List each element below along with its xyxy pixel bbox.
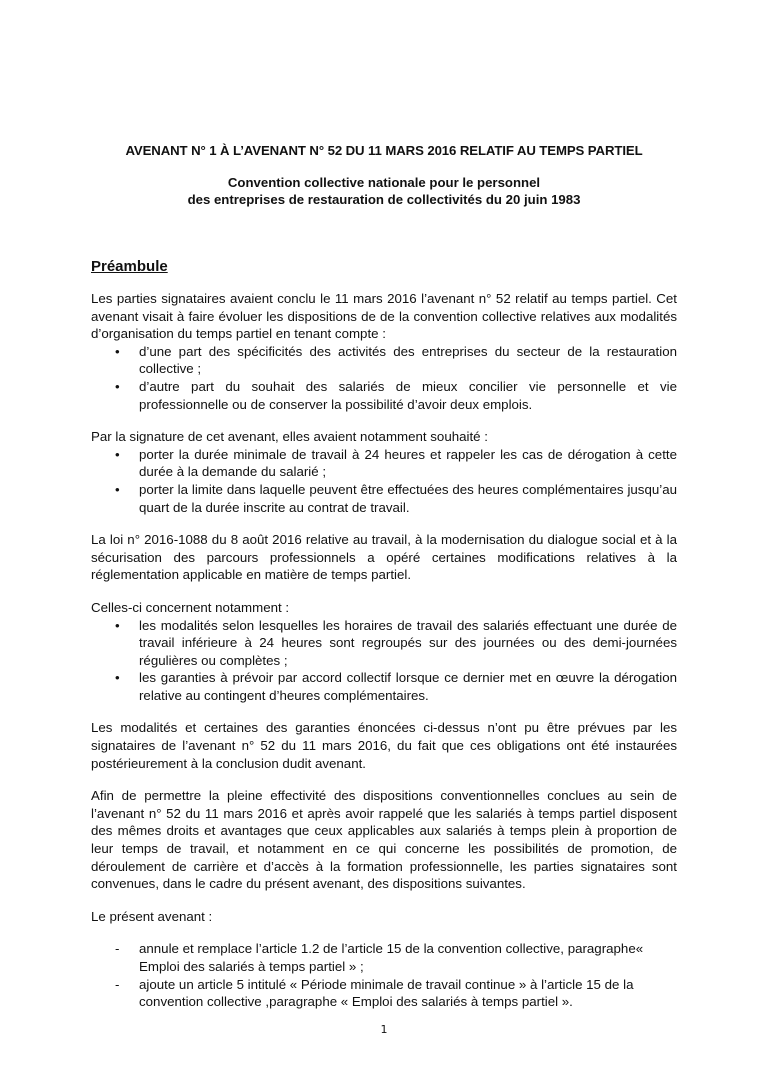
subtitle-line-2: des entreprises de restauration de collectivités du 20 juin 1983 [187, 192, 581, 207]
bullet-list-2 [91, 446, 677, 516]
paragraph-4: Celles-ci concernent notamment : [91, 599, 290, 615]
dash-icon: - [115, 941, 120, 957]
subtitle-line-1: Convention collective nationale pour le personnel [227, 175, 541, 190]
paragraph-2: Par la signature de cet avenant, elles avaient notamment souhaité : [91, 429, 488, 445]
paragraph-7: Le présent avenant : [91, 908, 213, 924]
list-item: - annule et remplace l’article 1.2 de l’article 15 de la convention collective, paragraphe« Emploi des salariés à temps partiel » ; [115, 941, 644, 974]
list-item: • porter la durée minimale de travail à 24 heures et rappeler les cas de dérogation à cette durée à la demande du salarié ; [115, 446, 677, 480]
bullet-icon: • [115, 481, 120, 497]
document-title: AVENANT N° 1 À L’AVENANT N° 52 DU 11 MARS 2016 RELATIF AU TEMPS PARTIEL [125, 143, 643, 158]
page-number: 1 [380, 1023, 388, 1036]
section-heading: Préambule [91, 258, 168, 275]
list-item: • d’une part des spécificités des activités des entreprises du secteur de la restauration collective ; [115, 343, 677, 377]
list-item: • d’autre part du souhait des salariés de mieux concilier vie personnelle et vie professionnelle ou de conserver la possibilité d’avoir deux emplois. [115, 378, 677, 412]
dash-icon: - [115, 976, 120, 992]
list-item: • porter la limite dans laquelle peuvent être effectuées des heures complémentaires jusqu’au quart de la durée inscrite au contrat de travail. [115, 481, 677, 515]
bullet-icon: • [115, 617, 120, 633]
paragraph-6: Afin de permettre la pleine effectivité des dispositions conventionnelles conclues au sein de l’avenant n° 52 du 11 mars 2016 et après avoir rappelé que les salariés à temps partiel disposent des mêmes droits et avantages que ceux applicables aux salariés à temps plein à proportion de leur temps de travail, et notamment en ce qui concerne les possibilités de promotion, de déroulement de carrière et d’accès à la formation professionnelle, les parties signataires sont convenues, dans le cadre du présent avenant, des dispositions suivantes. [91, 788, 677, 892]
list-item: - ajoute un article 5 intitulé « Période minimale de travail continue » à l’article 15 de la convention collective ,paragraphe « Emploi des salariés à temps partiel ». [115, 976, 634, 1010]
bullet-icon: • [115, 378, 120, 394]
document-body [91, 290, 677, 1011]
paragraph-5: Les modalités et certaines des garanties énoncées ci-dessus n’ont pu être prévues par les signataires de l’avenant n° 52 du 11 mars 2016, du fait que ces obligations ont été instaurées postérieurement à la conclusion dudit avenant. [91, 720, 677, 771]
bullet-list-3 [91, 617, 677, 705]
dash-list [91, 940, 677, 1010]
paragraph-1: Les parties signataires avaient conclu le 11 mars 2016 l’avenant n° 52 relatif au temps partiel. Cet avenant visait à faire évoluer les dispositions de de la convention collective relatives aux modalités d’organisation du temps partiel en tenant compte : [91, 291, 677, 342]
document-subtitle [91, 174, 677, 208]
list-item: • les modalités selon lesquelles les horaires de travail des salariés effectuant une durée de travail inférieure à 24 heures sont regroupés sur des journées ou des demi-journées régulières ou complètes ; [115, 617, 677, 668]
list-item: • les garanties à prévoir par accord collectif lorsque ce dernier met en œuvre la dérogation relative au contingent d’heures complémentaires. [115, 670, 677, 703]
paragraph-3: La loi n° 2016-1088 du 8 août 2016 relative au travail, à la modernisation du dialogue social et à la sécurisation des parcours professionnels a opéré certaines modifications relatives à la réglementation applicable en matière de temps partiel. [91, 532, 677, 583]
bullet-icon: • [115, 343, 120, 359]
bullet-icon: • [115, 446, 120, 462]
bullet-icon: • [115, 670, 120, 686]
bullet-list-1 [91, 343, 677, 413]
